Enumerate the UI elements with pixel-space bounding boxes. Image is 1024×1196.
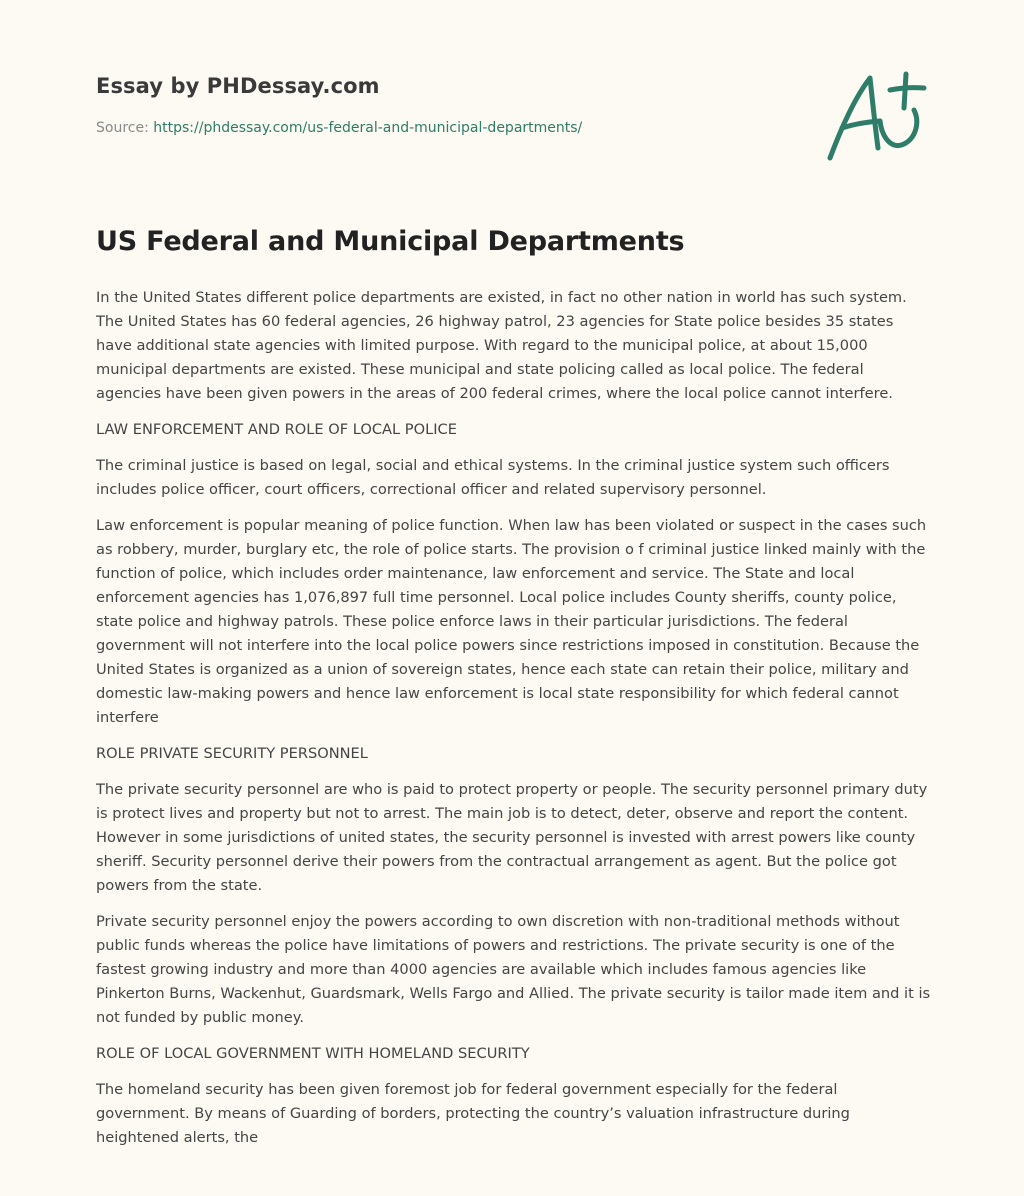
- brand-name: Essay by PHDessay.com: [96, 74, 380, 98]
- section-heading: LAW ENFORCEMENT AND ROLE OF LOCAL POLICE: [96, 421, 457, 438]
- source-label: Source:: [96, 120, 149, 136]
- a-plus-logo-icon: [820, 66, 930, 166]
- source-line: [96, 120, 716, 136]
- section-heading: ROLE PRIVATE SECURITY PERSONNEL: [96, 745, 368, 762]
- paragraph: The criminal justice is based on legal, social and ethical systems. In the criminal justice system such officers includes police officer, court officers, correctional officer and related supervisory personnel.: [96, 457, 890, 498]
- page-title: US Federal and Municipal Departments: [96, 226, 685, 257]
- paragraph: Law enforcement is popular meaning of police function. When law has been violated or suspect in the cases such as robbery, murder, burglary etc, the role of police starts. The provision o f criminal justice linked mainly with the function of police, which includes order maintenance, law enforcement and service. The State and local enforcement agencies has 1,076,897 full time personnel. Local police includes County sheriffs, county police, state police and highway patrols. These police enforce laws in their particular jurisdictions. The federal government will not interfere into the local police powers since restrictions imposed in constitution. Because the United States is organized as a union of sovereign states, hence each state can retain their police, military and domestic law-making powers and hence law enforcement is local state responsibility for which federal cannot interfere: [96, 517, 927, 726]
- source-link[interactable]: https://phdessay.com/us-federal-and-municipal-departments/: [153, 120, 583, 136]
- page-header: [96, 74, 716, 136]
- article-body: [96, 286, 932, 1162]
- section-heading: ROLE OF LOCAL GOVERNMENT WITH HOMELAND SECURITY: [96, 1045, 530, 1062]
- paragraph: Private security personnel enjoy the powers according to own discretion with non-traditional methods without public funds whereas the police have limitations of powers and restrictions. The private security is one of the fastest growing industry and more than 4000 agencies are available which includes famous agencies like Pinkerton Burns, Wackenhut, Guardsmark, Wells Fargo and Allied. The private security is tailor made item and it is not funded by public money.: [96, 913, 931, 1026]
- paragraph: The homeland security has been given foremost job for federal government especially for the federal government. By means of Guarding of borders, protecting the country’s valuation infrastructure during heightened alerts, the: [96, 1081, 850, 1146]
- paragraph: In the United States different police departments are existed, in fact no other nation in world has such system. The United States has 60 federal agencies, 26 highway patrol, 23 agencies for State police besides 35 states have additional state agencies with limited purpose. With regard to the municipal police, at about 15,000 municipal departments are existed. These municipal and state policing called as local police. The federal agencies have been given powers in the areas of 200 federal crimes, where the local police cannot interfere.: [96, 289, 907, 402]
- paragraph: The private security personnel are who is paid to protect property or people. The security personnel primary duty is protect lives and property but not to arrest. The main job is to detect, deter, observe and report the content. However in some jurisdictions of united states, the security personnel is invested with arrest powers like county sheriff. Security personnel derive their powers from the contractual arrangement as agent. But the police got powers from the state.: [96, 781, 928, 894]
